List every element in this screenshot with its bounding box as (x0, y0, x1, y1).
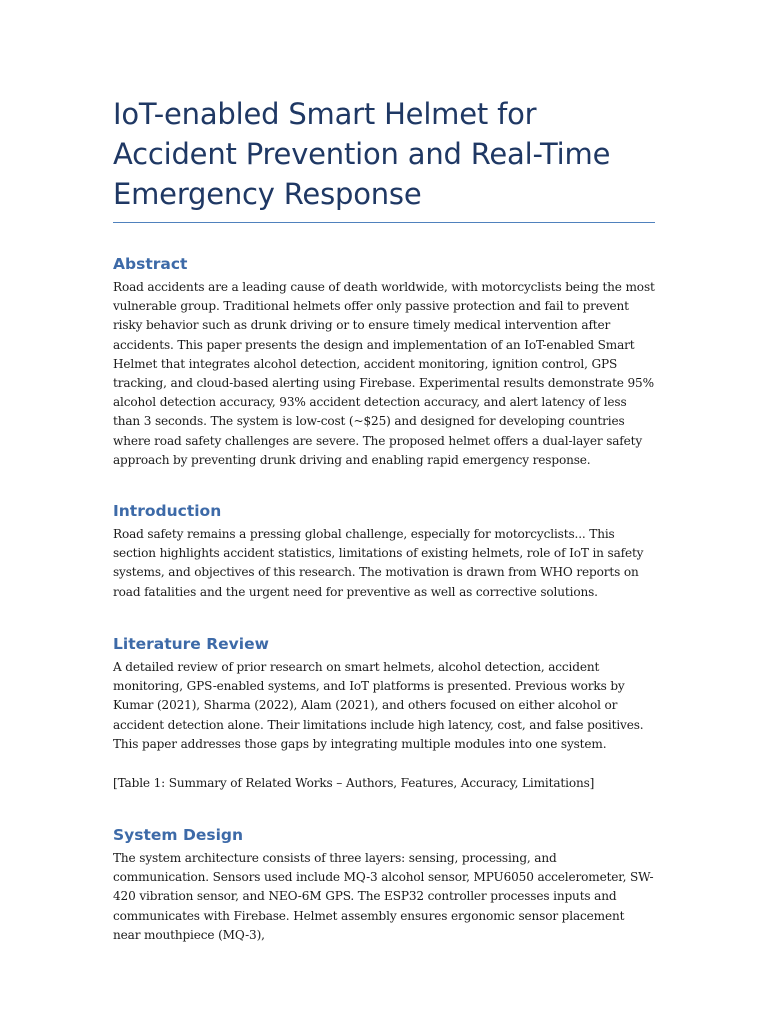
section-heading-literature-review: Literature Review (113, 635, 269, 653)
title-divider (113, 222, 655, 223)
system-design-paragraph: The system architecture consists of three layers: sensing, processing, and communication. Sensors used include MQ-3 alcohol sensor, MPU6050 accelerometer, SW-420 vibration sensor, and NEO-6M GPS. The ESP32 controller processes inputs and communicates with Firebase. Helmet assembly ensures ergonomic sensor placement near mouthpiece (MQ-3), (113, 851, 654, 942)
section-heading-introduction: Introduction (113, 502, 222, 520)
system-design-section (113, 825, 655, 945)
document-page (113, 94, 655, 942)
literature-review-section (113, 634, 655, 754)
literature-review-paragraph: A detailed review of prior research on smart helmets, alcohol detection, accident monitoring, GPS-enabled systems, and IoT platforms is presented. Previous works by Kumar (2021), Sharma (2022), Alam (2021), and others focused on either alcohol or accident detection alone. Their limitations include high latency, cost, and false positives. This paper addresses those gaps by integrating multiple modules into one system. (113, 660, 644, 751)
abstract-section (113, 254, 655, 470)
section-heading-system-design: System Design (113, 826, 244, 844)
document-title: IoT-enabled Smart Helmet for Accident Prevention and Real-Time Emergency Response (113, 97, 611, 211)
abstract-paragraph: Road accidents are a leading cause of death worldwide, with motorcyclists being the most vulnerable group. Traditional helmets offer only passive protection and fail to prevent risky behavior such as drunk driving or to ensure timely medical intervention after accidents. This paper presents the design and implementation of an IoT-enabled Smart Helmet that integrates alcohol detection, accident monitoring, ignition control, GPS tracking, and cloud-based alerting using Firebase. Experimental results demonstrate 95% alcohol detection accuracy, 93% accident detection accuracy, and alert latency of less than 3 seconds. The system is low-cost (~$25) and designed for developing countries where road safety challenges are severe. The proposed helmet offers a dual-layer safety approach by preventing drunk driving and enabling rapid emergency response. (113, 280, 655, 467)
table-placeholder-note: [Table 1: Summary of Related Works – Authors, Features, Accuracy, Limitations] (113, 776, 595, 790)
introduction-paragraph: Road safety remains a pressing global challenge, especially for motorcyclists... This section highlights accident statistics, limitations of existing helmets, role of IoT in safety systems, and objectives of this research. The motivation is drawn from WHO reports on road fatalities and the urgent need for preventive as well as corrective solutions. (113, 527, 644, 599)
section-heading-abstract: Abstract (113, 255, 188, 273)
introduction-section (113, 501, 655, 602)
